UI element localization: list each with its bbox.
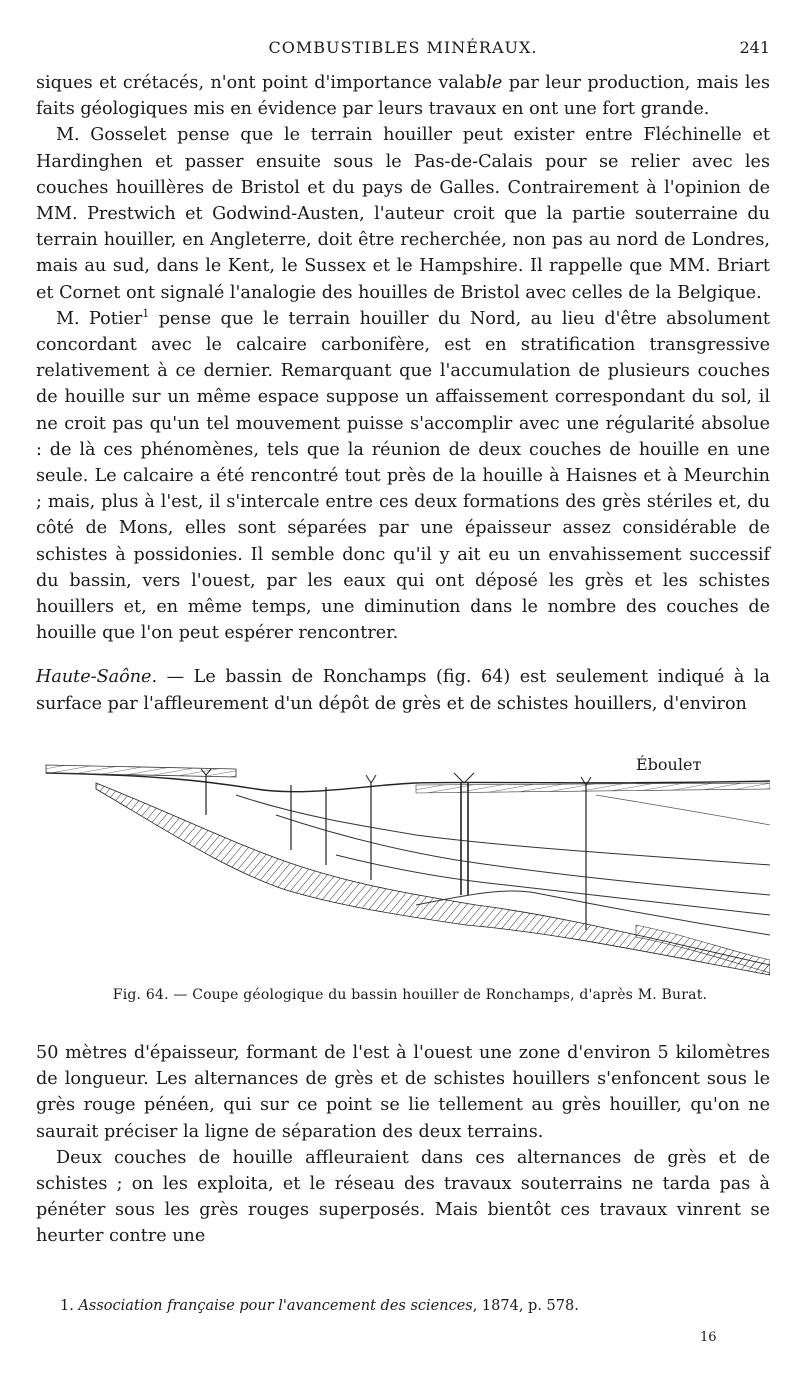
section-lead: Haute-Saône. (36, 667, 158, 688)
paragraph: siques et crétacés, n'ont point d'importance valable par leur production, mais les faits géologiques mis en évidence par leurs travaux en ont une fort grande. (36, 73, 771, 120)
figure-geologic-section (36, 755, 770, 980)
text-block-lower (36, 1040, 770, 1250)
figure-caption: Fig. 64. — Coupe géologique du bassin houiller de Ronchamps, d'après M. Burat. (112, 987, 708, 1003)
running-title: COMBUSTIBLES MINÉRAUX. (268, 38, 538, 57)
paragraph: Haute-Saône. — Le bassin de Ronchamps (fig. 64) est seulement indiqué à la surface par l'affleurement d'un dépôt de grès et de schistes houillers, d'environ (36, 667, 770, 714)
running-head (36, 38, 770, 62)
footnote: 1. Association française pour l'avancement des sciences, 1874, p. 578. (60, 1298, 579, 1314)
text-block-upper (36, 70, 770, 717)
paragraph: M. Gosselet pense que le terrain houiller peut exister entre Fléchinelle et Hardinghen et passer ensuite sous le Pas-de-Calais pour se relier avec les couches houillères de Bristol et du pays de Galles. Contrairement à l'opinion de MM. Prestwich et Godwind-Austen, l'auteur croit que la partie souterraine du terrain houiller, en Angleterre, doit être recherchée, non pas au nord de Londres, mais au sud, dans le Kent, le Sussex et le Hampshire. Il rappelle que MM. Briart et Cornet ont signalé l'analogie des houilles de Bristol avec celles de la Belgique. (36, 125, 770, 303)
footnote-number: 1. (60, 1298, 74, 1314)
paragraph: Deux couches de houille affleuraient dans ces alternances de grès et de schistes ; on les exploita, et le réseau des travaux souterrains ne tarda pas à pénéter sous les grès rouges superposés. Mais bientôt ces travaux vinrent se heurter contre une (36, 1147, 770, 1247)
figure-label-eboulet: Ébouleт (636, 755, 702, 774)
geologic-section-drawing (36, 755, 770, 980)
paragraph: M. Potier$^1$ pense que le terrain houiller du Nord, au lieu d'être absolument concordant avec le calcaire carbonifère, est en stratification transgressive relativement à ce dernier. Remarquant que l'accumulation de plusieurs couches de houille sur un même espace suppose un affaissement correspondant du sol, il ne croit pas qu'un tel mouvement puisse s'accomplir avec une régularité absolue : de là ces phénomènes, tels que la réunion de deux couches de houille en une seule. Le calcaire a été rencontré tout près de la houille à Haisnes et à Meurchin ; mais, plus à l'est, il s'intercale entre ces deux formations des grès stériles et, du côté de Mons, elles sont séparées par une épaisseur assez considérable de schistes à possidonies. Il semble donc qu'il y ait eu un envahissement successif du bassin, vers l'ouest, par les eaux qui ont déposé les grès et les schistes houillers et, en même temps, une diminution dans le nombre des couches de houille que l'on peut espérer rencontrer. (36, 306, 770, 644)
footnote-source: Association française pour l'avancement des sciences (78, 1298, 473, 1314)
page-number: 241 (739, 38, 770, 57)
footnote-marker[interactable]: 1 (142, 306, 150, 320)
printer-signature: 16 (700, 1330, 717, 1345)
paragraph: 50 mètres d'épaisseur, formant de l'est à l'ouest une zone d'environ 5 kilomètres de longueur. Les alternances de grès et de schistes houillers s'enfoncent sous le grès rouge pénéen, qui sur ce point se lie tellement au grès houiller, qu'on ne saurait préciser la ligne de séparation des deux terrains. (36, 1043, 770, 1142)
